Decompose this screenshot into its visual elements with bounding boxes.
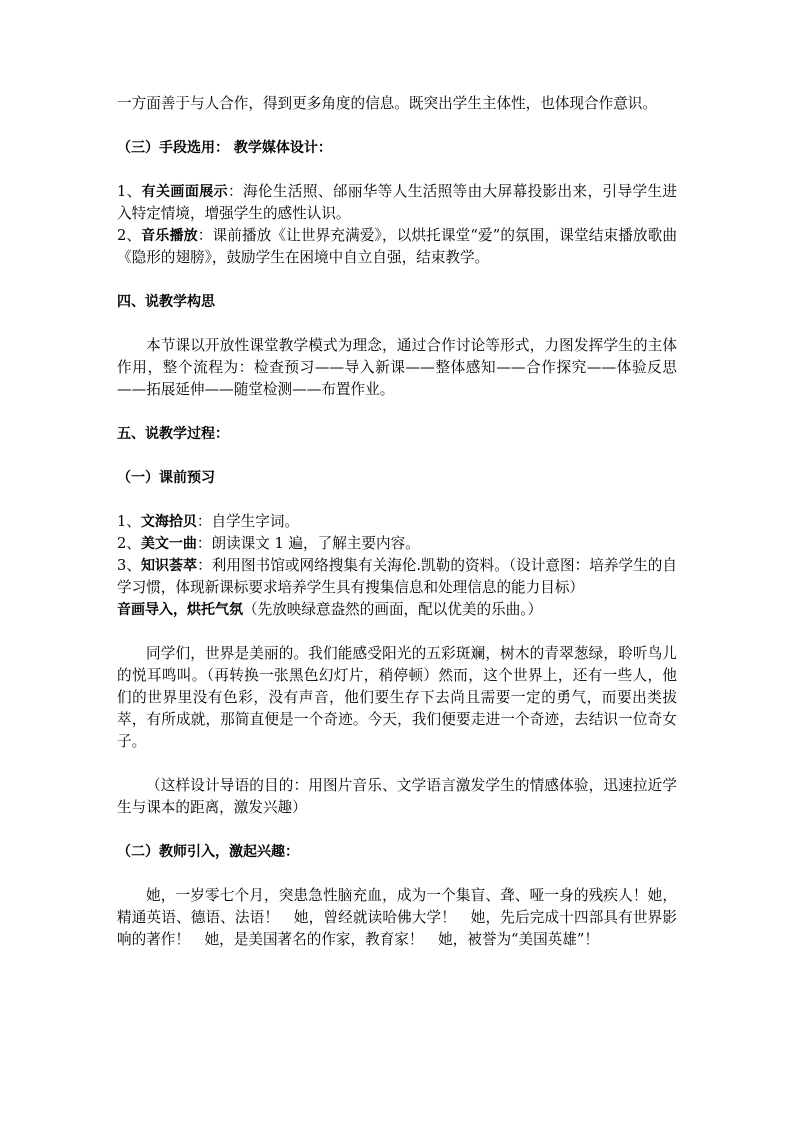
section-5-heading: 五、说教学过程： <box>117 426 229 442</box>
list-number: 3、 <box>117 557 141 574</box>
subsection-preview-heading: （一）课前预习 <box>117 470 215 486</box>
list-number: 1、 <box>117 183 142 200</box>
teacher-speech-2: 她，一岁零七个月，突患急性脑充血，成为一个集盲、聋、哑一身的残疾人！她，精通英语、德语、法语！ 她，曾经就读哈佛大学！ 她，先后完成十四部具有世界影响的著作！ 她，是美国著名的作家，教育家！ 她，被誉为“美国英雄”！ <box>117 887 677 948</box>
list-text: ：课前播放《让世界充满爱》，以烘托课堂“爱”的氛围，课堂结束播放歌曲《隐形的翅膀》，鼓励学生在困境中自立自强，结束教学。 <box>117 227 677 266</box>
teacher-speech-1: 同学们，世界是美丽的。我们能感受阳光的五彩斑斓，树木的青翠葱绿，聆听鸟儿的悦耳鸣叫。（再转换一张黑色幻灯片，稍停顿）然而，这个世界上，还有一些人，他们的世界里没有色彩，没有声音，他们要生存下去尚且需要一定的勇气，而要出类拔萃，有所成就，那简直便是一个奇迹。今天，我们便要走进一个奇迹，去结识一位奇女子。 <box>117 645 677 750</box>
list-item-preview-2 <box>117 533 677 555</box>
list-item-media-2 <box>117 225 677 269</box>
intro-label: 音画导入，烘托气氛 <box>117 602 243 618</box>
list-label: 有关画面展示 <box>141 184 228 200</box>
paragraph-cooperation: 一方面善于与人合作，得到更多角度的信息。既突出学生主体性，也体现合作意识。 <box>117 95 657 112</box>
list-text: ：海伦生活照、邰丽华等人生活照等由大屏幕投影出来，引导学生进入特定情境，增强学生的感性认识。 <box>117 183 677 222</box>
section-3-heading <box>117 137 677 159</box>
list-item-preview-1 <box>117 511 677 533</box>
list-label: 美文一曲 <box>140 536 197 552</box>
list-text: ：利用图书馆或网络搜集有关海伦.凯勒的资料。（设计意图：培养学生的自学习惯，体现新课标要求培养学生具有搜集信息和处理信息的能力目标） <box>117 557 678 596</box>
list-label: 文海拾贝 <box>140 514 197 530</box>
design-note: （这样设计导语的目的：用图片音乐、文学语言激发学生的情感体验，迅速拉近学生与课本的距离，激发兴趣） <box>117 777 677 816</box>
list-number: 2、 <box>117 535 141 552</box>
document-body <box>117 93 677 951</box>
section-3-heading-bold: （三）手段选用： <box>117 140 229 156</box>
list-number: 1、 <box>117 513 141 530</box>
list-label: 知识荟萃 <box>140 558 198 574</box>
list-text: ：朗读课文 1 遍，了解主要内容。 <box>196 535 420 552</box>
intro-text: （先放映绿意盎然的画面，配以优美的乐曲。） <box>243 601 543 618</box>
section-4-paragraph: 本节课以开放性课堂教学模式为理念，通过合作讨论等形式，力图发挥学生的主体作用，整个流程为：检查预习——导入新课——整体感知——合作探究——体验反思——拓展延伸——随堂检测——布置作业。 <box>117 337 677 398</box>
subsection-introduction-heading: （二）教师引入，激起兴趣： <box>117 844 299 860</box>
section-3-heading-rest: 教学媒体设计： <box>229 140 332 156</box>
list-number: 2、 <box>117 227 142 244</box>
list-item-media-1 <box>117 181 677 225</box>
intro-line <box>117 599 677 621</box>
section-4-heading: 四、说教学构思 <box>117 294 215 310</box>
list-text: ：自学生字词。 <box>196 513 300 530</box>
list-item-preview-3 <box>117 555 677 599</box>
list-label: 音乐播放 <box>141 228 198 244</box>
